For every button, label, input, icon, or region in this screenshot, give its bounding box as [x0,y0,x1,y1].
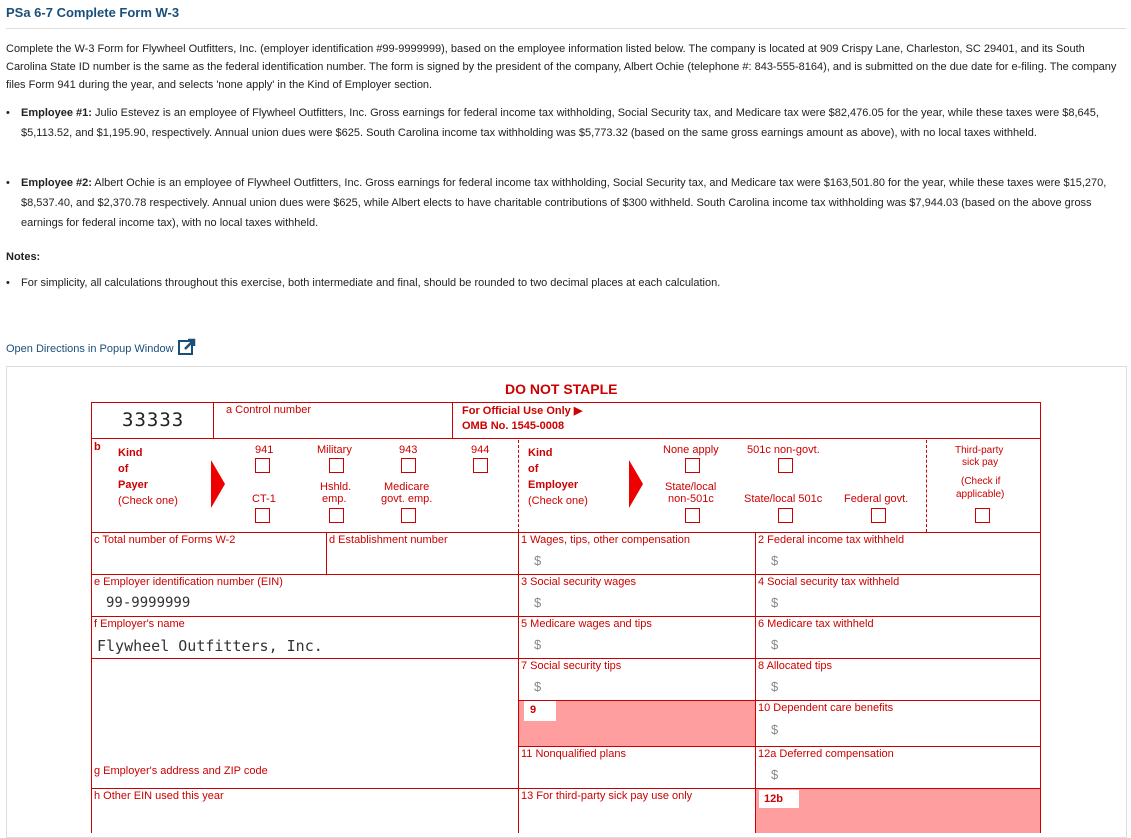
box-10-dollar: $ [771,722,779,737]
kind-of-payer-2: of [118,463,129,475]
employee-2-label: Employee #2: [21,177,92,189]
employer-none-label: None apply [663,444,719,456]
employer-none-checkbox[interactable] [685,458,700,473]
bullet-dot: • [6,277,10,289]
box-11-input[interactable] [534,767,749,783]
third-party-2: sick pay [962,457,999,468]
form-dash [518,440,519,532]
box-2-input[interactable] [782,553,1032,569]
payer-hshld-checkbox[interactable] [329,508,344,523]
kind-of-employer-4: (Check one) [528,495,588,507]
total-forms-input[interactable] [96,551,322,567]
form-dash [926,440,927,532]
employee-1-bullet [6,103,1124,143]
box-8-input[interactable] [782,679,1032,695]
employee-1-text: Julio Estevez is an employee of Flywheel Outfitters, Inc. Gross earnings for federal income tax withholding, Social Security tax, and Medicare tax were $82,476.05 for the year, while these taxes were $8,645, $5,113.52, and $1,195.90, respectively. Annual union dues were $625. South Carolina income tax withholding was $5,773.32 (based on the same gross earnings amount as above), with no local taxes withheld. [21,107,1099,139]
box-10-input[interactable] [782,722,1032,738]
intro-paragraph: Complete the W-3 Form for Flywheel Outfitters, Inc. (employer identification #99-9999999), based on the employee information listed below. The company is located at 909 Crispy Lane, Charleston, SC 29401, and its South Carolina State ID number is the same as the federal identification number. The form is signed by the president of the company, Albert Ochie (telephone #: 843-555-8164), and is submitted on the due date for e-filing. The company files Form 941 during the year, and selects 'none apply' in the Kind of Employer section. [6,43,1117,91]
box-7-input[interactable] [545,679,750,695]
box-7-label: 7 Social security tips [521,660,622,672]
box-g-label: g Employer's address and ZIP code [94,765,268,777]
box-h-label: h Other EIN used this year [94,790,224,802]
employee-2-text: Albert Ochie is an employee of Flywheel Outfitters, Inc. Gross earnings for federal income tax withholding, Social Security tax, and Medicare tax were $163,501.80 for the year, while these taxes were $15,270, $8,537.40, and $2,370.78 respectively. Annual union dues were $625, while Albert elects to have charitable contributions of $300 withheld. South Carolina income tax withholding was $7,944.03 (based on the above gross earnings for federal income tax), with no local taxes withheld. [21,177,1107,229]
form-line [91,658,1041,659]
form-line [91,616,1041,617]
popup-link-label: Open Directions in Popup Window [6,342,174,355]
payer-medicare-label: Medicare [384,481,430,493]
omb-number: OMB No. 1545-0008 [462,420,565,432]
payer-hshld-label: Hshld. [320,481,352,493]
bullet-dot: • [6,177,10,189]
box-13-label: 13 For third-party sick pay use only [521,790,693,802]
notes-heading: Notes: [6,251,41,263]
box-6-dollar: $ [771,637,779,652]
employer-federal-label: Federal govt. [844,493,909,505]
control-number-label: a Control number [226,404,311,416]
form-number: 33333 [122,409,185,431]
establishment-input[interactable] [331,551,515,567]
form-line [91,402,1041,403]
kind-of-payer-3: Payer [118,479,148,491]
employer-name-value[interactable]: Flywheel Outfitters, Inc. [97,637,323,655]
employer-statelocal501-label: State/local 501c [744,493,823,505]
box-12b-label: 12b [764,793,783,805]
title-divider [6,28,1126,29]
employee-1-label: Employee #1: [21,107,92,119]
box-6-label: 6 Medicare tax withheld [758,618,874,630]
ein-value[interactable]: 99-9999999 [106,595,191,611]
box-b-label: b [94,441,101,453]
form-line [452,402,453,438]
employer-statelocal-checkbox[interactable] [685,508,700,523]
form-line [326,532,327,574]
bullet-dot: • [6,107,10,119]
employer-arrow-icon [629,460,643,508]
box-4-dollar: $ [771,595,779,610]
employee-2-bullet [6,173,1124,233]
box-12a-dollar: $ [771,767,779,782]
form-line [91,532,1041,533]
box-3-input[interactable] [545,595,750,611]
third-party-4: applicable) [956,489,1005,500]
form-line [91,438,1041,439]
payer-hshld-label-2: emp. [322,493,347,505]
payer-medicare-label-2: govt. emp. [381,493,433,505]
box-3-label: 3 Social security wages [521,576,636,588]
employer-statelocal-label-2: non-501c [668,493,714,505]
box-1-label: 1 Wages, tips, other compensation [521,534,690,546]
payer-943-label: 943 [399,444,418,456]
box-8-dollar: $ [771,679,779,694]
box-6-input[interactable] [782,637,1032,653]
do-not-staple: DO NOT STAPLE [505,381,618,397]
note-bullet [6,273,1124,293]
third-party-checkbox[interactable] [975,508,990,523]
box-2-dollar: $ [771,553,779,568]
payer-941-label: 941 [255,444,274,456]
kind-of-payer-4: (Check one) [118,495,178,507]
box-c-label: c Total number of Forms W-2 [94,534,236,546]
payer-941-checkbox[interactable] [255,458,270,473]
kind-of-payer-1: Kind [118,447,143,459]
box-10-label: 10 Dependent care benefits [758,702,894,714]
form-line [213,402,214,438]
popup-directions-link[interactable] [6,338,196,359]
box-4-input[interactable] [782,595,1032,611]
form-line [518,746,1041,747]
kind-of-employer-3: Employer [528,479,579,491]
box-12a-label: 12a Deferred compensation [758,748,894,760]
kind-of-employer-1: Kind [528,447,553,459]
box-f-label: f Employer's name [94,618,185,630]
employer-501c-label: 501c non-govt. [747,444,820,456]
form-line [91,574,1041,575]
box-7-dollar: $ [534,679,542,694]
payer-arrow-icon [211,460,225,508]
box-5-input[interactable] [545,637,750,653]
external-link-icon [178,338,196,359]
employer-federal-checkbox[interactable] [871,508,886,523]
box-3-dollar: $ [534,595,542,610]
box-1-input[interactable] [545,553,750,569]
box-4-label: 4 Social security tax withheld [758,576,900,588]
third-party-1: Third-party [955,445,1004,456]
form-line [1040,402,1041,833]
employer-501c-checkbox[interactable] [778,458,793,473]
page-title: PSa 6-7 Complete Form W-3 [6,5,180,20]
box-8-label: 8 Allocated tips [758,660,832,672]
payer-ct1-checkbox[interactable] [255,508,270,523]
kind-of-employer-2: of [528,463,539,475]
box-1-dollar: $ [534,553,542,568]
payer-medicare-checkbox[interactable] [401,508,416,523]
box-12a-input[interactable] [782,767,1032,783]
payer-943-checkbox[interactable] [401,458,416,473]
payer-military-checkbox[interactable] [329,458,344,473]
box-9-label: 9 [530,704,537,716]
payer-ct1-label: CT-1 [252,493,276,505]
box-2-label: 2 Federal income tax withheld [758,534,905,546]
payer-944-label: 944 [471,444,490,456]
official-use-label: For Official Use Only ▶ [462,405,583,417]
note-text: For simplicity, all calculations throughout this exercise, both intermediate and final, should be rounded to two decimal places at each calculation. [21,277,721,289]
payer-military-label: Military [317,444,352,456]
box-11-label: 11 Nonqualified plans [521,748,626,760]
box-d-label: d Establishment number [329,534,448,546]
box-5-label: 5 Medicare wages and tips [521,618,652,630]
box-5-dollar: $ [534,637,542,652]
employer-statelocal-label: State/local [665,481,717,493]
box-e-label: e Employer identification number (EIN) [94,576,283,588]
payer-944-checkbox[interactable] [473,458,488,473]
box-9-number-bg [524,701,556,721]
employer-statelocal501-checkbox[interactable] [778,508,793,523]
third-party-3: (Check if [961,476,1001,487]
form-line [91,402,92,833]
